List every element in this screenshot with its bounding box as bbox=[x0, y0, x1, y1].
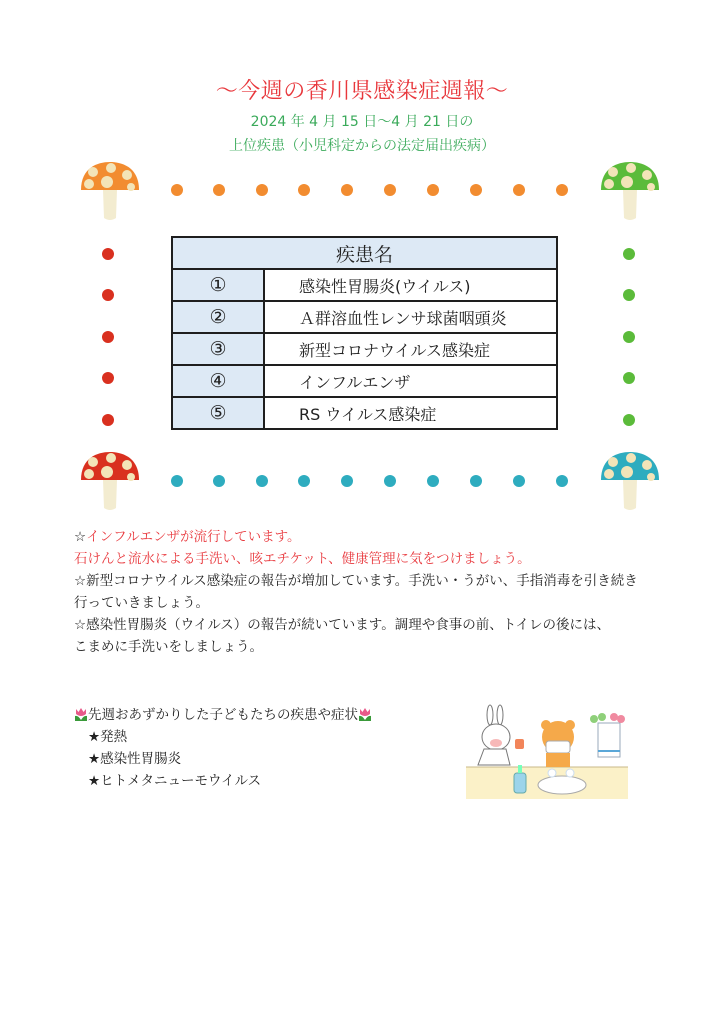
symptoms-heading: 先週おあずかりした子どもたちの疾患や症状 bbox=[74, 704, 372, 726]
dot bbox=[171, 475, 183, 487]
dot bbox=[102, 372, 114, 384]
subtitle: 上位疾患（小児科定からの法定届出疾病） bbox=[229, 138, 495, 154]
note-gastro: ☆感染性胃腸炎（ウイルス）の報告が続いています。調理や食事の前、トイレの後には、 bbox=[74, 617, 611, 633]
dot bbox=[623, 414, 635, 426]
list-item: ★ヒトメタニューモウイルス bbox=[88, 773, 262, 789]
symptoms-list bbox=[88, 726, 261, 792]
rank-cell: ④ bbox=[172, 365, 264, 397]
dot bbox=[470, 184, 482, 196]
dot bbox=[623, 372, 635, 384]
table-row bbox=[172, 397, 557, 429]
mushroom-teal-icon bbox=[597, 450, 663, 512]
tulip-icon bbox=[358, 707, 372, 721]
dot bbox=[384, 475, 396, 487]
dot bbox=[171, 184, 183, 196]
date-range: 2024 年 4 月 15 日～4 月 21 日の bbox=[250, 114, 474, 130]
mushroom-orange-icon bbox=[77, 160, 143, 222]
dot bbox=[623, 248, 635, 260]
table-header-row bbox=[172, 237, 557, 269]
handwashing-illustration bbox=[466, 703, 628, 799]
mushroom-red-icon bbox=[77, 450, 143, 512]
dot bbox=[102, 248, 114, 260]
disease-cell: 感染性胃腸炎(ウイルス) bbox=[264, 269, 557, 301]
note-covid: ☆新型コロナウイルス感染症の報告が増加しています。手洗い・うがい、手指消毒を引き続き bbox=[74, 573, 638, 589]
dot bbox=[623, 289, 635, 301]
dot bbox=[213, 475, 225, 487]
dot bbox=[470, 475, 482, 487]
table-row bbox=[172, 301, 557, 333]
dot bbox=[298, 475, 310, 487]
disease-cell: 新型コロナウイルス感染症 bbox=[264, 333, 557, 365]
rank-cell: ① bbox=[172, 269, 264, 301]
dot bbox=[256, 475, 268, 487]
dot bbox=[341, 184, 353, 196]
table-row bbox=[172, 269, 557, 301]
rank-cell: ⑤ bbox=[172, 397, 264, 429]
note-covid-cont: 行っていきましょう。 bbox=[74, 595, 209, 611]
dot bbox=[102, 289, 114, 301]
dot bbox=[298, 184, 310, 196]
dot bbox=[623, 331, 635, 343]
dot bbox=[427, 184, 439, 196]
dot bbox=[384, 184, 396, 196]
dot bbox=[513, 475, 525, 487]
table-row bbox=[172, 333, 557, 365]
disease-ranking-table bbox=[171, 236, 558, 430]
list-item: ★感染性胃腸炎 bbox=[88, 751, 182, 767]
disease-cell: RS ウイルス感染症 bbox=[264, 397, 557, 429]
dot bbox=[341, 475, 353, 487]
rank-cell: ② bbox=[172, 301, 264, 333]
note-influenza: ☆インフルエンザが流行しています。 bbox=[74, 529, 301, 545]
list-item: ★発熱 bbox=[88, 729, 128, 745]
note-gastro-cont: こまめに手洗いをしましょう。 bbox=[74, 639, 263, 655]
page-title: ～今週の香川県感染症週報～ bbox=[215, 79, 509, 104]
dot bbox=[427, 475, 439, 487]
table-row bbox=[172, 365, 557, 397]
dot bbox=[213, 184, 225, 196]
table-header: 疾患名 bbox=[172, 237, 557, 269]
rank-cell: ③ bbox=[172, 333, 264, 365]
dot bbox=[102, 414, 114, 426]
note-hygiene: 石けんと流水による手洗い、咳エチケット、健康管理に気をつけましょう。 bbox=[74, 551, 531, 567]
mushroom-green-icon bbox=[597, 160, 663, 222]
dot bbox=[102, 331, 114, 343]
dot bbox=[556, 184, 568, 196]
disease-cell: Ａ群溶血性レンサ球菌咽頭炎 bbox=[264, 301, 557, 333]
dot bbox=[256, 184, 268, 196]
star-icon: ☆ bbox=[74, 529, 87, 545]
dot bbox=[513, 184, 525, 196]
tulip-icon bbox=[74, 707, 88, 721]
dot bbox=[556, 475, 568, 487]
disease-cell: インフルエンザ bbox=[264, 365, 557, 397]
